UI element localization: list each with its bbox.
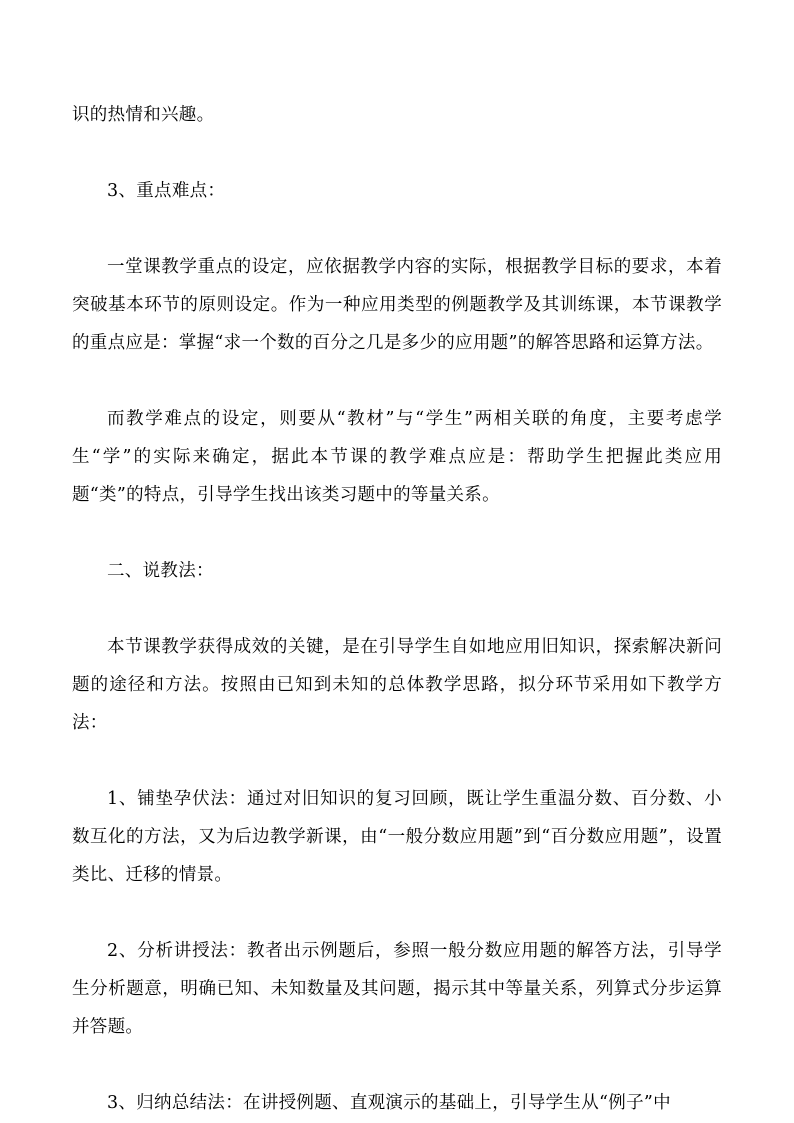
paragraph-method-3: 3、归纳总结法：在讲授例题、直观演示的基础上，引导学生从“例子”中 — [107, 1093, 671, 1113]
document-page — [72, 96, 722, 1122]
paragraph-methods-intro: 本节课教学获得成效的关键，是在引导学生自如地应用旧知识，探索解决新问题的途径和方法。按照由已知到未知的总体教学思路，拟分环节采用如下教学方法： — [72, 637, 722, 733]
heading-key-difficult-points: 3、重点难点： — [107, 181, 226, 201]
paragraph-teaching-focus: 一堂课教学重点的设定，应依据教学内容的实际，根据教学目标的要求，本着突破基本环节的原则设定。作为一种应用类型的例题教学及其训练课，本节课教学的重点应是：掌握“求一个数的百分之几是多少的应用题”的解答思路和运算方法。 — [72, 257, 722, 353]
paragraph-method-1: 1、铺垫孕伏法：通过对旧知识的复习回顾，既让学生重温分数、百分数、小数互化的方法，又为后边教学新课，由“一般分数应用题”到“百分数应用题”，设置类比、迁移的情景。 — [72, 789, 722, 885]
paragraph-teaching-difficulty: 而教学难点的设定，则要从“教材”与“学生”两相关联的角度，主要考虑学生“学”的实际来确定，据此本节课的教学难点应是：帮助学生把握此类应用题“类”的特点，引导学生找出该类习题中的等量关系。 — [72, 409, 722, 505]
heading-teaching-methods: 二、说教法： — [107, 561, 214, 581]
paragraph-intro-tail: 识的热情和兴趣。 — [72, 105, 215, 125]
paragraph-method-2: 2、分析讲授法：教者出示例题后，参照一般分数应用题的解答方法，引导学生分析题意，明确已知、未知数量及其问题，揭示其中等量关系，列算式分步运算并答题。 — [72, 941, 722, 1037]
